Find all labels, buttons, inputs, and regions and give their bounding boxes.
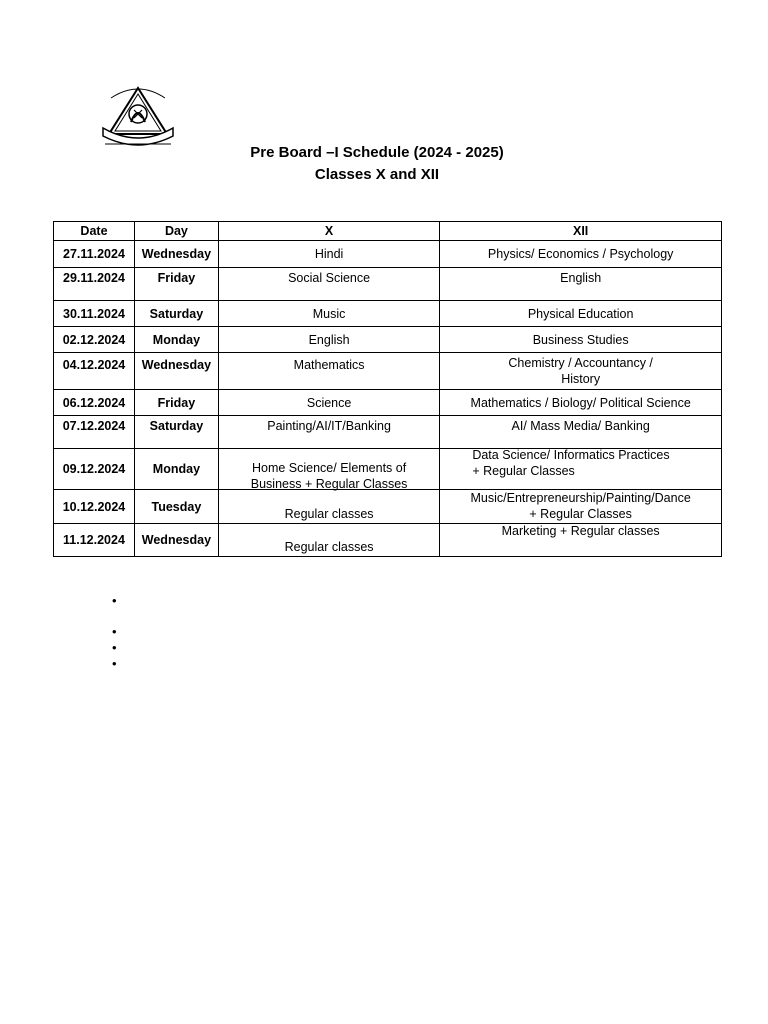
table-row <box>54 353 722 390</box>
cell-date: 27.11.2024 <box>54 241 135 268</box>
page-title: Pre Board –I Schedule (2024 - 2025) <box>250 144 504 161</box>
cell-day: Wednesday <box>134 353 218 390</box>
table-row <box>54 416 722 449</box>
cell-date: 02.12.2024 <box>54 327 135 353</box>
cell-date: 29.11.2024 <box>54 268 135 301</box>
cell-date: 11.12.2024 <box>54 524 135 557</box>
cell-date: 10.12.2024 <box>54 490 135 524</box>
cell-x: Regular classes <box>218 524 439 557</box>
cell-xii: Marketing + Regular classes <box>440 524 722 557</box>
cell-xii: AI/ Mass Media/ Banking <box>440 416 722 449</box>
table-row <box>54 241 722 268</box>
cell-xii: English <box>440 268 722 301</box>
cell-xii: Data Science/ Informatics Practices + Regular Classes <box>440 449 722 490</box>
cell-x: Regular classes <box>218 490 439 524</box>
cell-date: 07.12.2024 <box>54 416 135 449</box>
cell-x: Science <box>218 390 439 416</box>
cell-x: Mathematics <box>218 353 439 390</box>
cell-date: 09.12.2024 <box>54 449 135 490</box>
cell-xii: Chemistry / Accountancy / History <box>440 353 722 390</box>
bullet-point: • <box>112 624 117 639</box>
bullet-point: • <box>112 656 117 671</box>
cell-xii: Music/Entrepreneurship/Painting/Dance + Regular Classes <box>440 490 722 524</box>
column-header-xii: XII <box>440 222 722 241</box>
cell-day: Monday <box>134 449 218 490</box>
column-header-x: X <box>218 222 439 241</box>
column-header-date: Date <box>54 222 135 241</box>
cell-xii: Business Studies <box>440 327 722 353</box>
cell-day: Saturday <box>134 416 218 449</box>
cell-day: Monday <box>134 327 218 353</box>
cell-date: 06.12.2024 <box>54 390 135 416</box>
school-logo <box>101 84 175 150</box>
cell-x: Home Science/ Elements of Business + Regular Classes <box>218 449 439 490</box>
table-row <box>54 524 722 557</box>
table-row <box>54 390 722 416</box>
page-subtitle: Classes X and XII <box>314 166 440 183</box>
cell-xii: Physics/ Economics / Psychology <box>440 241 722 268</box>
cell-date: 30.11.2024 <box>54 301 135 327</box>
cell-xii: Physical Education <box>440 301 722 327</box>
cell-x: Painting/AI/IT/Banking <box>218 416 439 449</box>
schedule-table <box>53 221 722 557</box>
cell-x: Hindi <box>218 241 439 268</box>
cell-day: Wednesday <box>134 524 218 557</box>
cell-day: Wednesday <box>134 241 218 268</box>
table-header-row <box>54 222 722 241</box>
school-crest-icon <box>101 84 175 150</box>
table-row <box>54 490 722 524</box>
column-header-day: Day <box>134 222 218 241</box>
table-row <box>54 301 722 327</box>
cell-x: Music <box>218 301 439 327</box>
cell-day: Friday <box>134 268 218 301</box>
table-row <box>54 268 722 301</box>
bullet-point: • <box>112 640 117 655</box>
bullet-point: • <box>112 593 117 608</box>
cell-xii: Mathematics / Biology/ Political Science <box>440 390 722 416</box>
cell-day: Tuesday <box>134 490 218 524</box>
cell-x: English <box>218 327 439 353</box>
cell-day: Saturday <box>134 301 218 327</box>
cell-x: Social Science <box>218 268 439 301</box>
cell-day: Friday <box>134 390 218 416</box>
table-row <box>54 449 722 490</box>
table-row <box>54 327 722 353</box>
cell-date: 04.12.2024 <box>54 353 135 390</box>
